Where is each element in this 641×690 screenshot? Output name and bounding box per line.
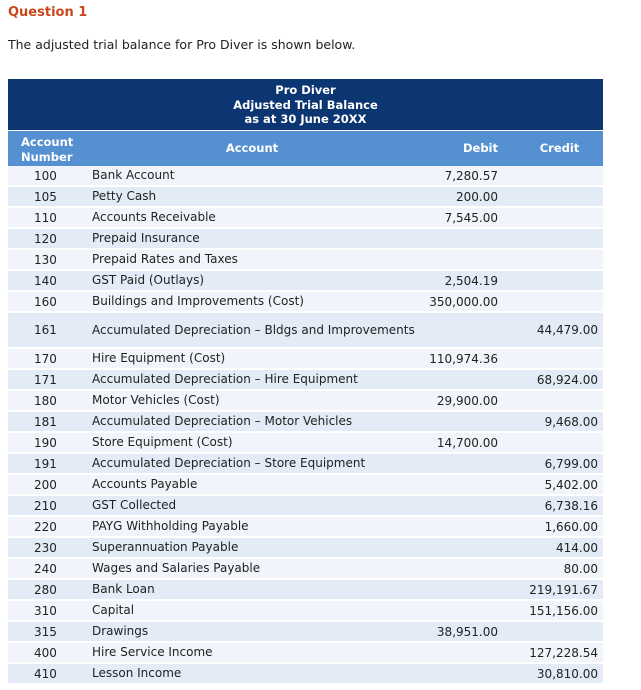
table-row [8,454,603,475]
table-row [8,433,603,454]
account-number-cell: 140 [34,273,57,288]
table-row [8,643,603,664]
debit-cell [420,412,498,431]
account-name-cell: Accumulated Depreciation – Bldgs and Improvements [92,322,415,337]
credit-cell [498,349,603,368]
account-number-cell: 191 [34,456,57,471]
debit-cell [420,454,498,473]
debit-cell: 38,951.00 [436,624,498,639]
account-number-cell: 130 [34,252,57,267]
debit-cell: 350,000.00 [429,294,498,309]
account-number-cell: 190 [34,435,57,450]
table-row [8,412,603,433]
account-name-cell: Capital [92,603,135,617]
debit-cell: 110,974.36 [429,351,498,366]
header-account-number-line2: Number [21,149,73,164]
account-number-cell: 180 [34,393,57,408]
account-name-cell: Buildings and Improvements (Cost) [92,294,304,308]
debit-cell: 14,700.00 [436,435,498,450]
credit-cell [498,433,603,452]
account-number-cell: 170 [34,351,57,366]
header-account: Account [225,141,279,155]
credit-cell [498,229,603,248]
credit-cell: 6,738.16 [544,498,598,513]
intro-text: The adjusted trial balance for Pro Diver is shown below. [8,37,356,52]
account-number-cell: 210 [34,498,57,513]
question-title: Question 1 [8,5,88,20]
credit-cell: 414.00 [556,540,598,555]
account-name-cell: Petty Cash [92,189,157,203]
account-name-cell: Accounts Payable [92,477,198,491]
debit-cell: 29,900.00 [436,393,498,408]
account-name-cell: Accumulated Depreciation – Hire Equipment [92,372,358,386]
account-number-cell: 310 [34,603,57,618]
table-row [8,559,603,580]
table-row [8,349,603,370]
account-number-cell: 400 [34,645,57,660]
credit-cell: 5,402.00 [544,477,598,492]
credit-cell: 219,191.67 [529,582,598,597]
account-name-cell: Prepaid Insurance [92,231,200,245]
debit-cell [420,370,498,389]
credit-cell [498,187,603,206]
credit-cell: 127,228.54 [529,645,598,660]
account-name-cell: Accounts Receivable [92,210,216,224]
credit-cell: 68,924.00 [536,372,598,387]
debit-cell [420,475,498,494]
table-row [8,664,603,685]
debit-cell [420,580,498,599]
debit-cell [420,517,498,536]
account-number-cell: 110 [34,210,57,225]
debit-cell [420,643,498,662]
header-credit: Credit [539,141,580,155]
account-name-cell: Drawings [92,624,149,638]
credit-cell [498,292,603,311]
account-name-cell: GST Collected [92,498,177,512]
debit-cell [420,229,498,248]
account-name-cell: Bank Account [92,168,175,182]
account-name-cell: Hire Equipment (Cost) [92,351,226,365]
credit-cell [498,166,603,185]
trial-balance-table [8,79,603,685]
table-row [8,517,603,538]
debit-cell [420,313,498,347]
table-row [8,313,603,349]
table-row [8,391,603,412]
account-name-cell: Lesson Income [92,666,182,680]
credit-cell: 1,660.00 [544,519,598,534]
credit-cell: 6,799.00 [544,456,598,471]
account-name-cell: Bank Loan [92,582,155,596]
debit-cell: 7,280.57 [444,168,498,183]
account-name-cell: Accumulated Depreciation – Store Equipment [92,456,366,470]
account-name-cell: GST Paid (Outlays) [92,273,205,287]
credit-cell [498,250,603,269]
credit-cell: 30,810.00 [536,666,598,681]
credit-cell: 80.00 [563,561,598,576]
header-account-number-line1: Account [21,135,74,149]
credit-cell: 9,468.00 [544,414,598,429]
table-row [8,580,603,601]
table-row [8,187,603,208]
account-number-cell: 105 [34,189,57,204]
debit-cell [420,664,498,683]
account-number-cell: 280 [34,582,57,597]
table-row [8,496,603,517]
account-number-cell: 410 [34,666,57,681]
debit-cell [420,601,498,620]
debit-cell: 7,545.00 [444,210,498,225]
company-name: Pro Diver [275,83,336,97]
account-name-cell: Prepaid Rates and Taxes [92,252,238,266]
table-title-band [8,79,603,130]
credit-cell [498,208,603,227]
account-number-cell: 171 [34,372,57,387]
table-row [8,271,603,292]
table-row [8,622,603,643]
credit-cell: 44,479.00 [536,323,598,337]
credit-cell [498,391,603,410]
statement-name: Adjusted Trial Balance [233,97,378,112]
account-number-cell: 230 [34,540,57,555]
table-row [8,166,603,187]
account-name-cell: Motor Vehicles (Cost) [92,393,220,407]
credit-cell [498,271,603,290]
table-row [8,292,603,313]
debit-cell: 2,504.19 [444,273,498,288]
credit-cell: 151,156.00 [529,603,598,618]
table-row [8,601,603,622]
account-number-cell: 161 [34,323,57,337]
account-number-cell: 100 [34,168,57,183]
table-row [8,208,603,229]
account-number-cell: 160 [34,294,57,309]
account-name-cell: Accumulated Depreciation – Motor Vehicles [92,414,353,428]
account-number-cell: 240 [34,561,57,576]
account-number-cell: 120 [34,231,57,246]
account-name-cell: Superannuation Payable [92,540,239,554]
credit-cell [498,622,603,641]
debit-cell: 200.00 [456,189,498,204]
table-row [8,370,603,391]
table-row [8,538,603,559]
debit-cell [420,559,498,578]
table-row [8,475,603,496]
table-row [8,250,603,271]
account-number-cell: 200 [34,477,57,492]
header-account-number [8,131,84,166]
account-number-cell: 181 [34,414,57,429]
account-name-cell: Wages and Salaries Payable [92,561,261,575]
statement-date: as at 30 June 20XX [244,112,367,126]
account-number-cell: 315 [34,624,57,639]
header-debit: Debit [462,141,498,155]
debit-cell [420,250,498,269]
column-header-row [8,130,603,166]
account-number-cell: 220 [34,519,57,534]
account-name-cell: PAYG Withholding Payable [92,519,249,533]
account-name-cell: Store Equipment (Cost) [92,435,233,449]
table-body [8,166,603,685]
debit-cell [420,496,498,515]
table-row [8,229,603,250]
debit-cell [420,538,498,557]
account-name-cell: Hire Service Income [92,645,213,659]
